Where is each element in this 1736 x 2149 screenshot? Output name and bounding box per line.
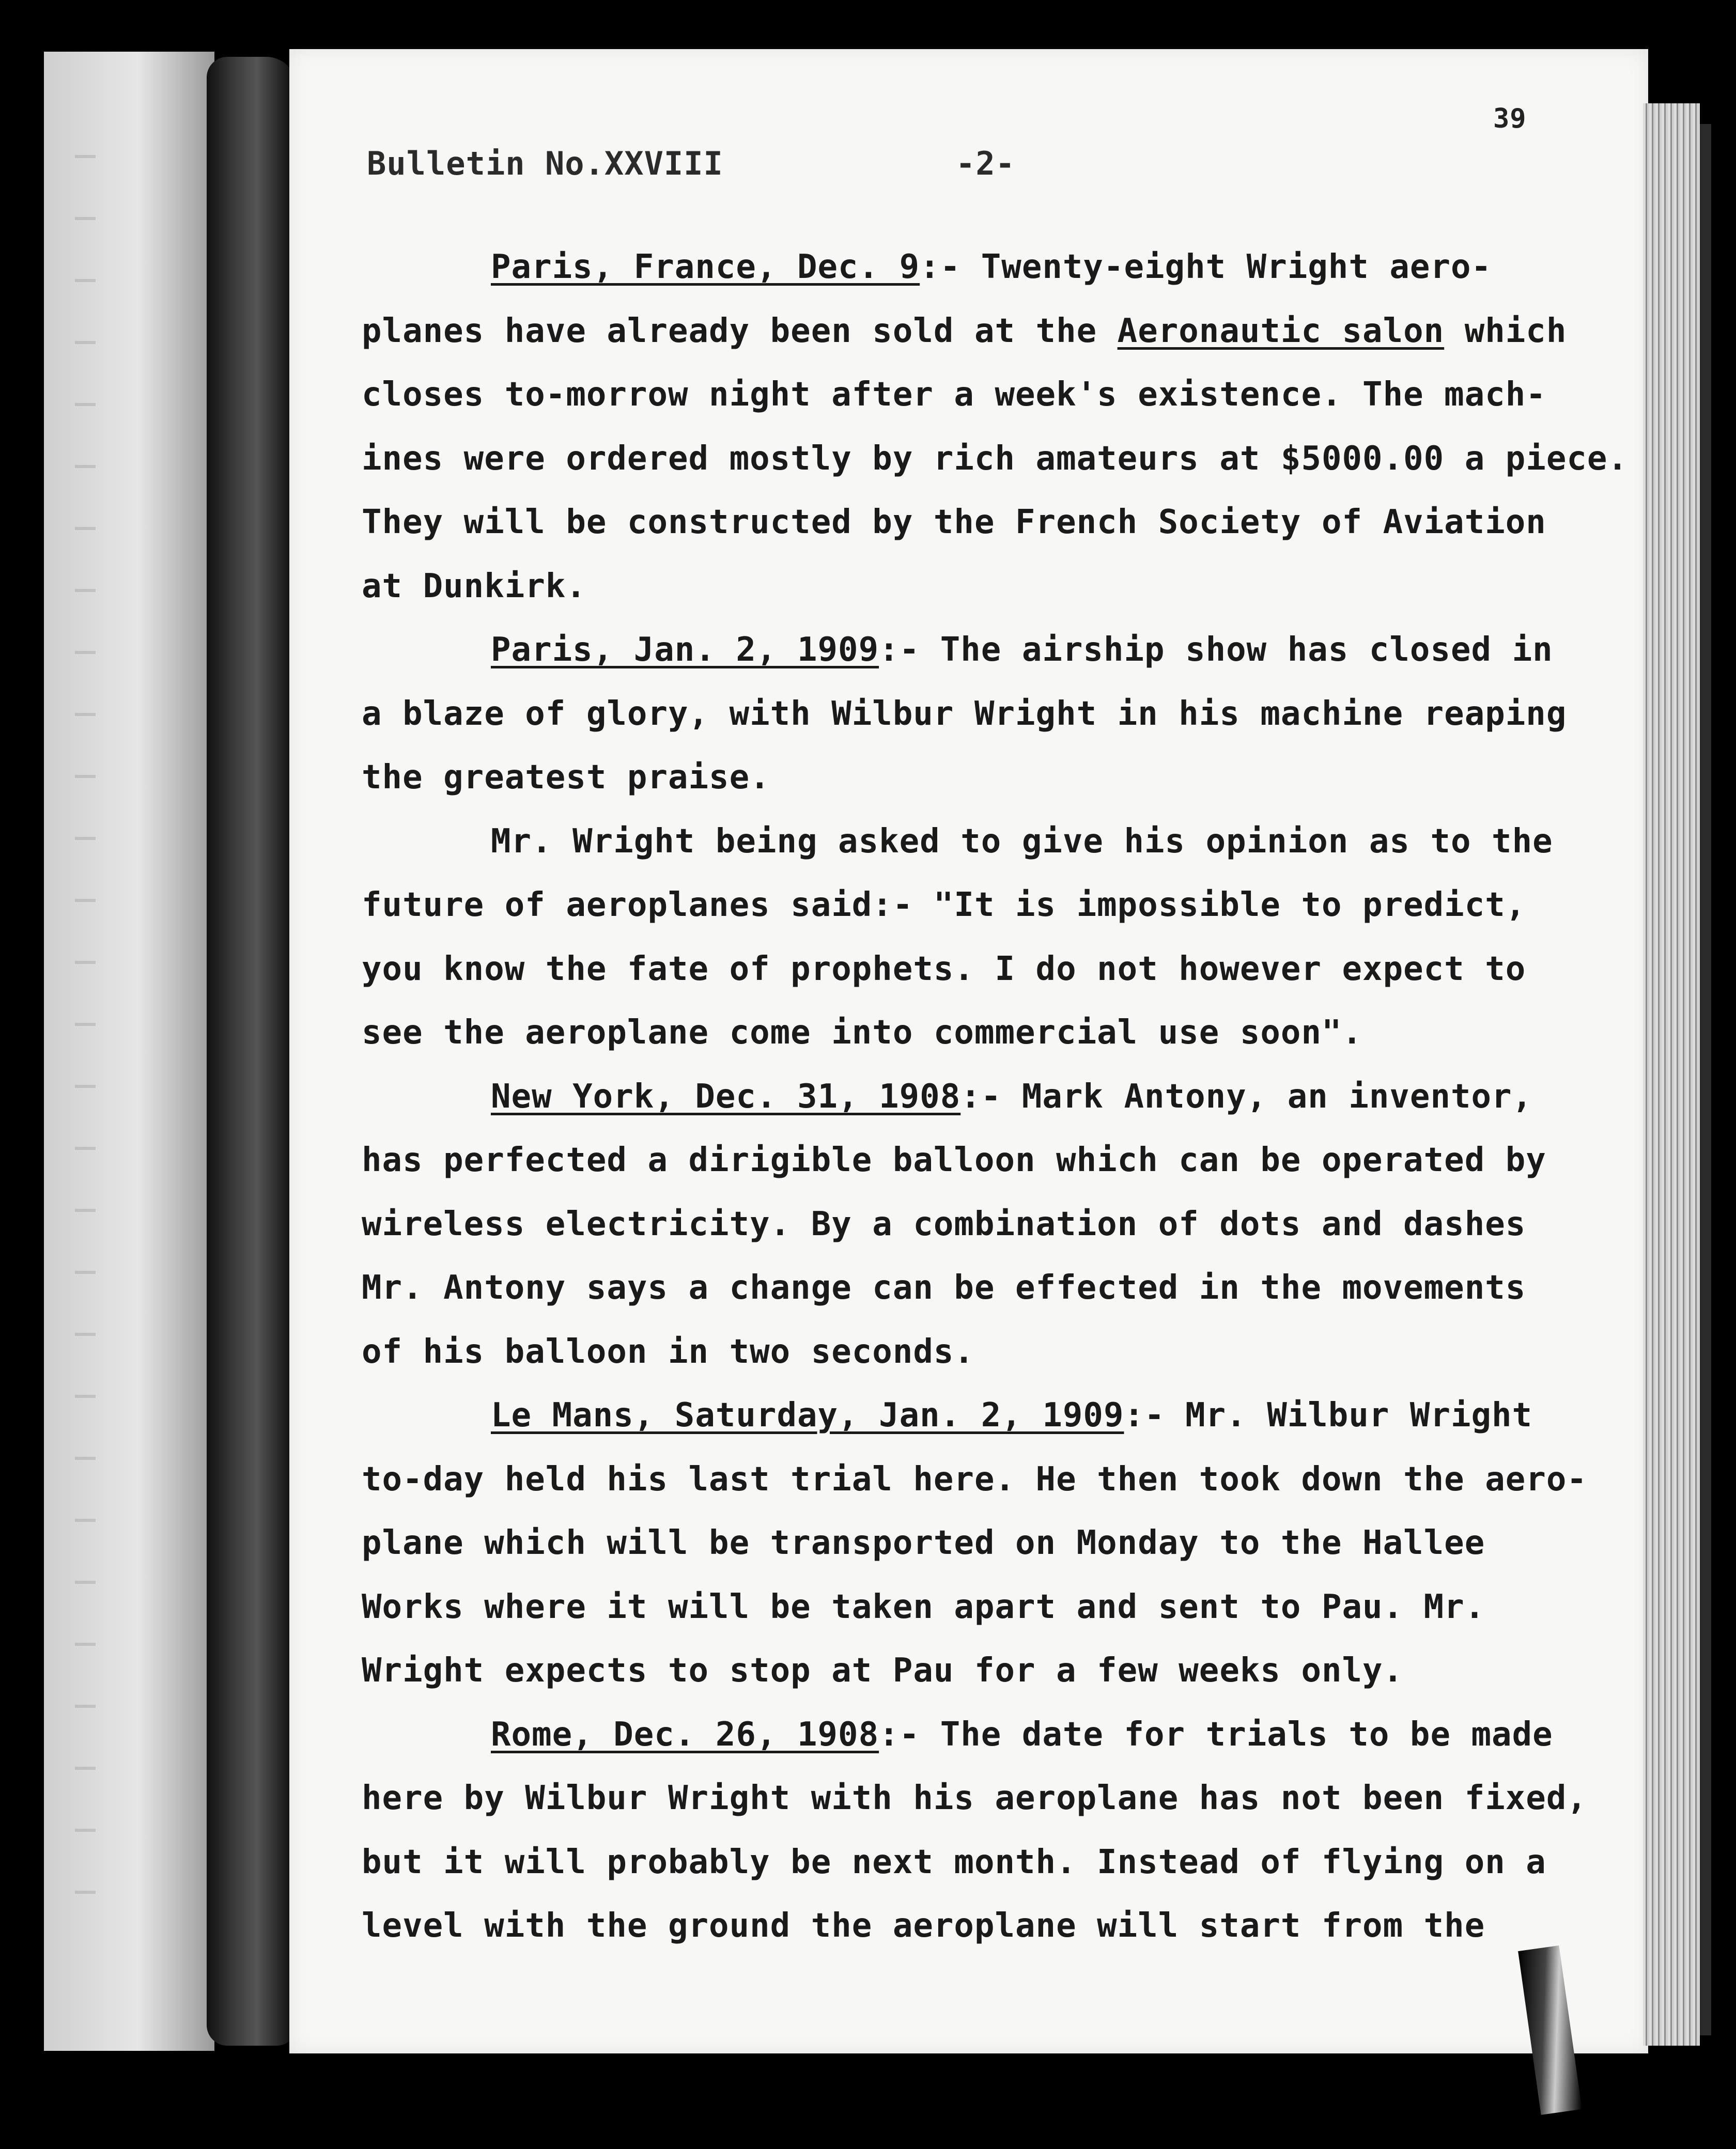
text-line	[491, 631, 1553, 669]
line-text: see the aeroplane come into commercial use soon".	[362, 1014, 1363, 1052]
text-line	[362, 1843, 1546, 1881]
dateline: Le Mans, Saturday, Jan. 2, 1909	[491, 1396, 1124, 1435]
line-text: future of aeroplanes said:- "It is impossible to predict,	[362, 886, 1526, 924]
text-line	[362, 1205, 1526, 1243]
line-text: :- The airship show has closed in	[879, 631, 1553, 669]
text-line	[362, 1460, 1587, 1499]
text-line	[362, 439, 1628, 478]
text-line	[491, 248, 1492, 286]
line-text: at Dunkirk.	[362, 567, 586, 605]
text-line	[362, 1907, 1485, 1945]
text-line	[491, 1715, 1553, 1754]
text-line	[362, 1652, 1404, 1690]
text-line	[362, 567, 586, 605]
dateline: Paris, Jan. 2, 1909	[491, 631, 879, 669]
line-text: closes to-morrow night after a week's existence. The mach-	[362, 376, 1546, 414]
text-line	[362, 758, 770, 797]
line-text: Wright expects to stop at Pau for a few weeks only.	[362, 1652, 1404, 1690]
line-text-tail: which	[1444, 312, 1567, 350]
dateline: Rome, Dec. 26, 1908	[491, 1715, 879, 1754]
line-text: to-day held his last trial here. He then took down the aero-	[362, 1460, 1587, 1499]
line-text: :- The date for trials to be made	[879, 1715, 1553, 1754]
text-line	[362, 949, 1526, 988]
text-line	[362, 1524, 1485, 1562]
line-text: of his balloon in two seconds.	[362, 1332, 974, 1371]
line-text: :- Mr. Wilbur Wright	[1124, 1396, 1533, 1435]
line-text: planes have already been sold at the	[362, 312, 1118, 350]
dateline: New York, Dec. 31, 1908	[491, 1077, 961, 1116]
bulletin-page-marker: -2-	[956, 145, 1015, 182]
text-line	[362, 1332, 974, 1371]
text-line	[362, 312, 1567, 350]
line-text: Mr. Antony says a change can be effected in the movements	[362, 1269, 1526, 1307]
line-text: ines were ordered mostly by rich amateurs at $5000.00 a piece.	[362, 439, 1628, 478]
text-line	[362, 376, 1546, 414]
line-text: you know the fate of prophets. I do not however expect to	[362, 949, 1526, 988]
line-text: but it will probably be next month. Instead of flying on a	[362, 1843, 1546, 1881]
text-line	[491, 822, 1553, 861]
text-line	[362, 1779, 1587, 1817]
line-text: wireless electricity. By a combination of dots and dashes	[362, 1205, 1526, 1243]
dateline: Paris, France, Dec. 9	[491, 248, 920, 286]
line-text: level with the ground the aeroplane will start from the	[362, 1907, 1485, 1945]
line-text: here by Wilbur Wright with his aeroplane has not been fixed,	[362, 1779, 1587, 1817]
text-line	[362, 1269, 1526, 1307]
text-line	[491, 1077, 1533, 1116]
text-line	[362, 886, 1526, 924]
text-line	[362, 1587, 1485, 1626]
line-text: has perfected a dirigible balloon which can be operated by	[362, 1141, 1546, 1179]
text-line	[362, 503, 1546, 541]
line-text: Works where it will be taken apart and sent to Pau. Mr.	[362, 1587, 1485, 1626]
underlined-phrase: Aeronautic salon	[1117, 312, 1445, 350]
text-line	[362, 1014, 1363, 1052]
text-line	[362, 1141, 1546, 1179]
text-line	[362, 694, 1567, 733]
line-text: a blaze of glory, with Wilbur Wright in his machine reaping	[362, 694, 1567, 733]
line-text: the greatest praise.	[362, 758, 770, 797]
page-number: 39	[1493, 103, 1527, 134]
line-text: They will be constructed by the French Society of Aviation	[362, 503, 1546, 541]
text-line	[491, 1396, 1533, 1435]
line-text: :- Twenty-eight Wright aero-	[920, 248, 1492, 286]
line-text: plane which will be transported on Monday to the Hallee	[362, 1524, 1485, 1562]
line-text: Mr. Wright being asked to give his opinion as to the	[491, 822, 1553, 861]
line-text: :- Mark Antony, an inventor,	[960, 1077, 1533, 1116]
bulletin-header: Bulletin No.XXVIII	[367, 145, 723, 182]
